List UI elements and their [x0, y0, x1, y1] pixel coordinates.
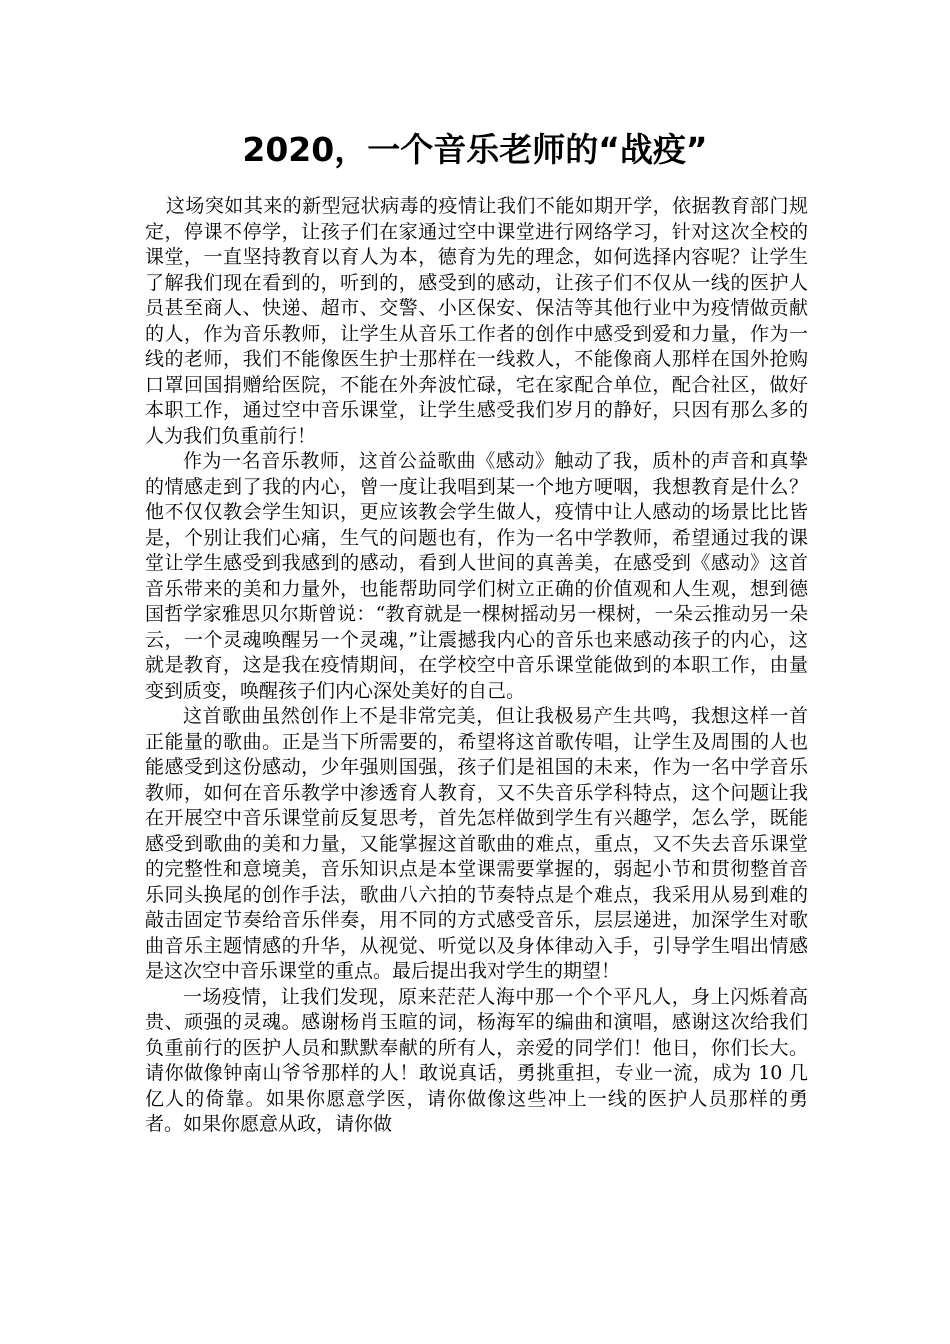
document-title: 2020，一个音乐老师的“战疫”	[242, 130, 708, 169]
paragraph-2: 作为一名音乐教师，这首公益歌曲《感动》触动了我，质朴的声音和真挚的情感走到了我的内心，曾一度让我唱到某一个地方哽咽，我想教育是什么？他不仅仅教会学生知识，更应该教会学生做人，疫情中让人感动的场景比比皆是，个别让我们心痛，生气的问题也有，作为一名中学教师，希望通过我的课堂让学生感受到我感到的感动，看到人世间的真善美，在感受到《感动》这首音乐带来的美和力量外，也能帮助同学们树立正确的价值观和人生观，想到德国哲学家雅思贝尔斯曾说：“教育就是一棵树摇动另一棵树，一朵云推动另一朵云，一个灵魂唤醒另一个灵魂，”让震撼我内心的音乐也来感动孩子的内心，这就是教育，这是我在疫情期间，在学校空中音乐课堂能做到的本职工作，由量变到质变，唤醒孩子们内心深处美好的自己。	[145, 450, 808, 702]
paragraph-1: 这场突如其来的新型冠状病毒的疫情让我们不能如期开学，依据教育部门规定，停课不停学，让孩子们在家通过空中课堂进行网络学习，针对这次全校的课堂，一直坚持教育以育人为本，德育为先的理念，如何选择内容呢？让学生了解我们现在看到的，听到的，感受到的感动，让孩子们不仅从一线的医护人员甚至商人、快递、超市、交警、小区保安、保洁等其他行业中为疫情做贡献的人，作为音乐教师，让学生从音乐工作者的创作中感受到爱和力量，作为一线的老师，我们不能像医生护士那样在一线救人，不能像商人那样在国外抢购口罩回国捐赠给医院，不能在外奔波忙碌，宅在家配合单位，配合社区，做好本职工作，通过空中音乐课堂，让学生感受我们岁月的静好，只因有那么多的人为我们负重前行！	[145, 195, 808, 447]
document-body	[145, 194, 808, 1138]
paragraph-3: 这首歌曲虽然创作上不是非常完美，但让我极易产生共鸣，我想这样一首正能量的歌曲。正是当下所需要的，希望将这首歌传唱，让学生及周围的人也能感受到这份感动，少年强则国强，孩子们是祖国的未来，作为一名中学音乐教师，如何在音乐教学中渗透育人教育，又不失音乐学科特点，这个问题让我在开展空中音乐课堂前反复思考，首先怎样做到学生有兴趣学，怎么学，既能感受到歌曲的美和力量，又能掌握这首歌曲的难点，重点，又不失去音乐课堂的完整性和意境美，音乐知识点是本堂课需要掌握的，弱起小节和贯彻整首音乐同头换尾的创作手法，歌曲八六拍的节奏特点是个难点，我采用从易到难的敲击固定节奏给音乐伴奏，用不同的方式感受音乐，层层递进，加深学生对歌曲音乐主题情感的升华，从视觉、听觉以及身体律动入手，引导学生唱出情感是这次空中音乐课堂的重点。最后提出我对学生的期望！	[145, 705, 808, 982]
paragraph-4: 一场疫情，让我们发现，原来茫茫人海中那一个个平凡人，身上闪烁着高贵、顽强的灵魂。感谢杨肖玉暄的词，杨海军的编曲和演唱，感谢这次给我们负重前行的医护人员和默默奉献的所有人，亲爱的同学们！他日，你们长大。请你做像钟南山爷爷那样的人！敢说真话，勇挑重担，专业一流，成为 10 几亿人的倚靠。如果你愿意学医，请你做像这些冲上一线的医护人员那样的勇者。如果你愿意从政，请你做	[145, 985, 808, 1135]
